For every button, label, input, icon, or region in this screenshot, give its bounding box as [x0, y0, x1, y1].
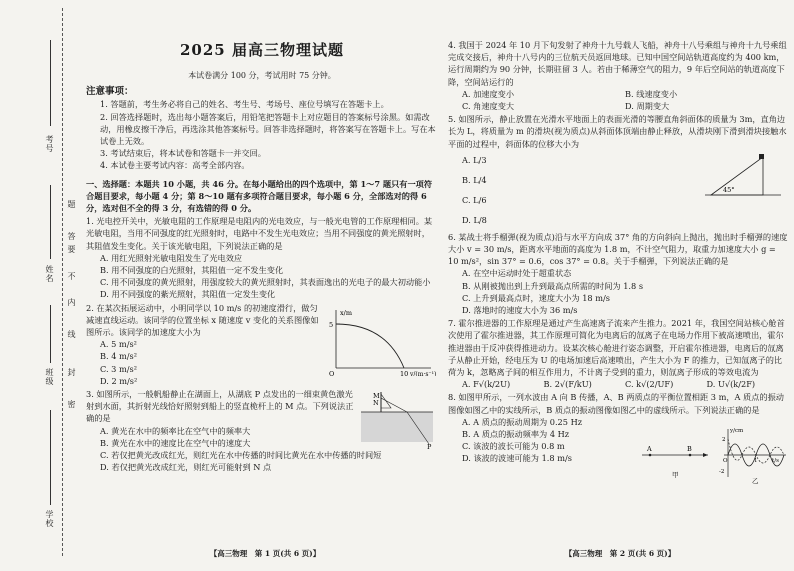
point-P-label: P — [427, 443, 432, 451]
question-2-option[interactable]: A. 5 m/s² — [100, 339, 137, 350]
question-3-option[interactable]: C. 若仅把黄光改成红光，则红光在水中传播的时间比黄光在水中传播的时间短 — [100, 450, 382, 461]
field-label-class: 班级 — [45, 368, 54, 386]
question-1-stem: 1. 光电控开关中，光敏电阻的工作原理是电阻内的光电效应，与一般光电管的工作原理相同。某光敏电阻，当用不同强度的红光照射时，电路中不发生光电效应；当用不同强度的黄光照射时，其阻值发生变化。关于该光敏电阻，下列说法正确的是 — [86, 216, 433, 251]
question-3-option[interactable]: B. 黄光在水中的速度比在空气中的速度大 — [100, 437, 251, 448]
wave-figures — [638, 425, 788, 485]
field-line-exam-no[interactable] — [50, 40, 51, 126]
seal-char: 要 — [67, 245, 76, 254]
notice-heading: 注意事项： — [86, 86, 134, 98]
point-N-label: N — [373, 399, 379, 408]
point-A — [649, 454, 652, 457]
notice-item: 4. 本试卷主要考试内容：高考全部内容。 — [100, 160, 250, 171]
question-6-option[interactable]: A. 在空中运动时处于超重状态 — [462, 268, 572, 279]
question-3-option[interactable]: D. 若仅把黄光改成红光，则红光可能射到 N 点 — [100, 462, 272, 473]
question-8-option[interactable]: D. 该波的波速可能为 1.8 m/s — [462, 453, 572, 464]
notice-item: 2. 回答选择题时，选出每小题答案后，用铅笔把答题卡上对应题目的答案标号涂黑。如需改动，用橡皮擦干净后，再选涂其他答案标号。回答非选择题时，将答案写在答题卡上。写在本试卷上无效。 — [100, 111, 436, 147]
tick-label: 2 — [722, 437, 726, 444]
question-5-option[interactable]: A. L/3 — [462, 154, 487, 165]
question-2-stem: 2. 在某次拓展运动中，小明同学以 10 m/s 的初速度滑行，做匀减速直线运动。该同学的位置坐标 x 随速度 v 变化的关系图像如图所示。该同学的加速度大小为 — [86, 302, 319, 338]
t-axis-label: t/s — [772, 458, 779, 465]
question-1-option[interactable]: A. 用红光照射光敏电阻发生了光电效应 — [100, 252, 243, 263]
question-1-option[interactable]: C. 用不同强度的黄光照射，用强度较大的黄光照射时，其表面逸出的光电子的最大初动能小 — [100, 277, 431, 288]
point-M-label: M — [373, 392, 380, 401]
seal-char: 不 — [67, 272, 76, 281]
seal-char: 内 — [67, 298, 76, 307]
point-B — [689, 454, 692, 457]
figure-jia-label: 甲 — [672, 471, 679, 480]
question-5-option[interactable]: C. L/6 — [462, 194, 487, 205]
question-8-option[interactable]: A. A 质点的振动周期为 0.25 Hz — [462, 416, 583, 427]
y-axis-label: x/m — [340, 308, 353, 317]
question-4-stem: 4. 我国于 2024 年 10 月下旬发射了神舟十九号载人飞船，神舟十八号乘组与神舟十九号乘组完成交接后，神舟十八号内的三位航天员返回地球。已知中国空间站轨道高度约为 400 km，运行周期约为 90 分钟，长期驻留 3 人。若由于稀薄空气的阻力，9 年后空间站的轨道高度下降，空间站运行的 — [448, 40, 787, 87]
question-3-stem: 3. 如图所示，一般帆船静止在湖面上，从湖底 P 点发出的一细束黄色激光射到水面，其折射光线恰好照射到船上的竖直桅杆上的 M 点。下列说法正确的是 — [86, 389, 354, 424]
question-3-option[interactable]: A. 黄光在水中的频率比在空气中的频率大 — [100, 425, 251, 436]
score-line: 本试卷满分 100 分，考试用时 75 分钟。 — [188, 71, 336, 80]
seal-char: 封 — [67, 368, 76, 377]
cut-line — [62, 8, 63, 556]
question-8-option[interactable]: C. 该波的波长可能为 0.8 m — [462, 441, 565, 452]
footer-page-2: 【高三物理 第 2 页(共 6 页)】 — [564, 549, 676, 558]
field-line-school[interactable] — [50, 410, 51, 505]
question-7-options-row — [448, 378, 788, 390]
question-7-option[interactable]: C. k√(2/UF) — [625, 379, 674, 390]
angle-label: 45° — [723, 186, 735, 195]
question-8-option[interactable]: B. A 质点的振动频率为 4 Hz — [462, 429, 570, 440]
x-v-graph-figure — [326, 306, 436, 376]
question-4-option[interactable]: B. 线速度变小 — [625, 88, 678, 99]
question-5-stem: 5. 如图所示，静止放置在光滑水平地面上的表面光滑的等腰直角斜面体的质量为 3m，直角边长为 L，将质量为 m 的滑块(视为质点)从斜面体顶端由静止释放，从滑块刚下滑到滑块接触水平面的过程中，斜面体的位移大小为 — [448, 114, 787, 149]
origin-label: O — [329, 369, 335, 376]
question-4-options-row — [448, 100, 788, 112]
seal-char: 题 — [67, 200, 76, 209]
question-1-option[interactable]: B. 用不同强度的白光照射，其阻值一定不发生变化 — [100, 265, 284, 276]
question-7-option[interactable]: B. 2√(F/kU) — [543, 379, 592, 390]
point-A-label: A — [647, 445, 652, 454]
question-6-option[interactable]: D. 落地时的速度大小为 36 m/s — [462, 305, 578, 316]
tick-label: 1 — [754, 458, 758, 465]
field-line-name[interactable] — [50, 185, 51, 259]
question-5-option[interactable]: B. L/4 — [462, 174, 487, 185]
question-4-option[interactable]: A. 加速度变小 — [462, 88, 515, 99]
question-7-option[interactable]: D. U√(k/2F) — [706, 379, 756, 390]
question-6-stem: 6. 某战士将手榴弹(视为质点)沿与水平方向成 37° 角的方向斜向上抛出，抛出时手榴弹的速度大小 v = 30 m/s，距离水平地面的高度为 1.8 m，不计空气阻力，取重力加速度大小 g = 10 m/s²，sin 37° = 0.6，cos 37° = 0.8。关于手榴弹，下列说法正确的是 — [448, 231, 788, 267]
block-icon — [759, 154, 764, 159]
seal-char: 密 — [67, 400, 76, 409]
question-4-option[interactable]: D. 周期变大 — [625, 101, 670, 112]
question-7-stem: 7. 霍尔推进器的工作原理是通过产生高速离子流来产生推力。2021 年，我国空间站核心舱首次使用了霍尔推进器，其工作原理可简化为电离后的氙离子在电场力作用下被高速喷出，霍尔推进器由于反冲获得推进动力。设某次核心舱进行姿态调整，开启霍尔推进器，电离后的氙离子从静止开始，经电压为 U 的电场加速后高速喷出，产生大小为 F 的推力，已知氙离子的比荷为 k，忽略离子间的相互作用力，不计离子受到的重力，则氙离子形成的等效电流为 — [448, 318, 785, 378]
question-5-option[interactable]: D. L/8 — [462, 214, 487, 225]
field-label-exam-no: 考号 — [45, 135, 54, 153]
section-heading: 一、选择题：本题共 10 小题，共 46 分。在每小题给出的四个选项中，第 1～7 题只有一项符合题目要求，每小题 4 分；第 8～10 题有多项符合题目要求，每小题 6 分，全部选对的得 6 分，选对但不全的得 3 分，有选错的得 0 分。 — [86, 178, 433, 214]
tick-label: -2 — [719, 469, 725, 476]
question-1-option[interactable]: D. 用不同强度的紫光照射，其阻值一定发生变化 — [100, 289, 276, 300]
field-label-school: 学校 — [45, 510, 54, 528]
question-2-option[interactable]: D. 2 m/s² — [100, 375, 138, 386]
figure-yi-label: 乙 — [752, 477, 759, 486]
binding-margin — [0, 0, 78, 571]
sailboat-refraction-figure — [361, 390, 439, 450]
question-6-option[interactable]: C. 上升到最高点时，速度大小为 18 m/s — [462, 292, 610, 303]
notice-item: 3. 考试结束后，将本试卷和答题卡一并交回。 — [100, 148, 266, 159]
question-6-option[interactable]: B. 从刚被抛出到上升到最高点所需的时间为 1.8 s — [462, 280, 644, 291]
footer-page-1: 【高三物理 第 1 页(共 6 页)】 — [209, 549, 321, 558]
incline-figure — [703, 151, 783, 203]
x-axis-label: v/(m·s⁻¹) — [410, 370, 436, 376]
tick-label: 10 — [400, 369, 409, 376]
question-4-options-row — [448, 88, 788, 100]
question-2-option[interactable]: C. 3 m/s² — [100, 363, 137, 374]
y-axis-label: y/cm — [730, 428, 744, 435]
question-2-option[interactable]: B. 4 m/s² — [100, 351, 138, 362]
field-line-class[interactable] — [50, 305, 51, 363]
question-7-option[interactable]: A. F√(k/2U) — [462, 379, 511, 390]
point-B-label: B — [687, 445, 692, 454]
seal-char: 线 — [67, 330, 76, 339]
right-column — [448, 38, 788, 486]
water-region — [361, 412, 433, 442]
tick-label: 5 — [329, 320, 334, 329]
origin-label: O — [723, 458, 728, 465]
field-label-name: 姓名 — [45, 265, 54, 283]
notice-item: 1. 答题前，考生务必将自己的姓名、考生号、考场号、座位号填写在答题卡上。 — [100, 99, 389, 110]
exam-title: 2025 届高三物理试题 — [180, 41, 344, 59]
question-8-stem: 8. 如图甲所示，一列水波由 A 向 B 传播，A、B 两质点的平衡位置相距 3 m，A 质点的振动图像如图乙中的实线所示，B 质点的振动图像如图乙中的虚线所示。下列说法正确的是 — [448, 392, 784, 415]
left-column — [86, 0, 438, 474]
question-4-option[interactable]: C. 角速度变大 — [462, 101, 515, 112]
seal-char: 答 — [67, 232, 76, 241]
